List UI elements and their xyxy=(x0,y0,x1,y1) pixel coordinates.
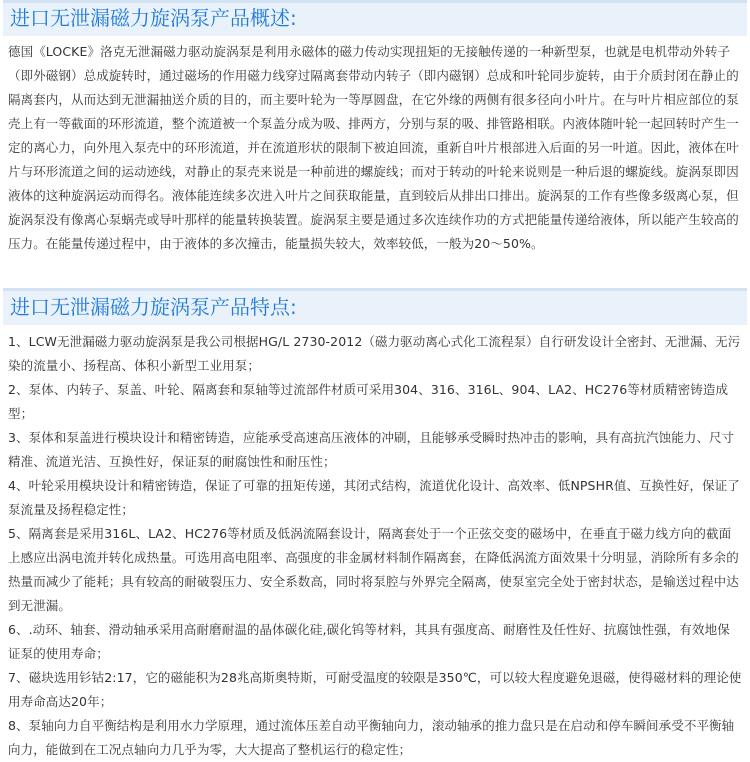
overview-title: 进口无泄漏磁力旋涡泵产品概述: xyxy=(10,6,297,30)
feature-item: 3、泵体和泵盖进行模块设计和精密铸造，应能承受高速高压液体的冲刷，且能够承受瞬时热冲击的影响，具有高抗汽蚀能力、尺寸精准、流道光洁、互换性好，保证泵的耐腐蚀性和耐压性； xyxy=(8,430,735,469)
feature-item: 2、泵体、内转子、泵盖、叶轮、隔离套和泵轴等过流部件材质可采用304、316、316L、904、LA2、HC276等材质精密铸造成型； xyxy=(8,382,729,421)
overview-section xyxy=(0,36,750,256)
features-header xyxy=(3,288,747,325)
feature-item: 5、隔离套是采用316L、LA2、HC276等材质及低涡流隔套设计，隔离套处于一个正弦交变的磁场中，在垂直于磁力线方向的截面上感应出涡电流并转化成热量。可选用高电阻率、高强度的非金属材料制作隔离套，在降低涡流方面效果十分明显，消除所有多余的热量而减少了能耗；具有较高的耐破裂压力、安全系数高，同时将泵腔与外界完全隔离，使泵室完全处于密封状态，是输送过程中达到无泄漏。 xyxy=(8,526,739,613)
feature-item: 6、.动环、轴套、滑动轴承采用高耐磨耐温的晶体碳化硅,碳化钨等材料，其具有强度高、耐磨性及任性好、抗腐蚀性强，有效地保证泵的使用寿命； xyxy=(8,622,730,661)
features-title: 进口无泄漏磁力旋涡泵产品特点: xyxy=(10,295,297,319)
feature-item: 4、叶轮采用模块设计和精密铸造，保证了可靠的扭矩传递，其闭式结构，流道优化设计、高效率、低NPSHR值、互换性好，保证了泵流量及扬程稳定性； xyxy=(8,478,740,517)
feature-item: 7、磁块选用钐钴2:17，它的磁能积为28兆高斯奥特斯，可耐受温度的较限是350℃，可以较大程度避免退磁，使得磁材料的理论使用寿命高达20年； xyxy=(8,670,742,709)
overview-paragraph: 德国《LOCKE》洛克无泄漏磁力驱动旋涡泵是利用永磁体的磁力传动实现扭矩的无接触传递的一种新型泵，也就是电机带动外转子（即外磁钢）总成旋转时，通过磁场的作用磁力线穿过隔离套带动内转子（即内磁钢）总成和叶轮同步旋转，由于介质封闭在静止的隔离套内，从而达到无泄漏抽送介质的目的，而主要叶轮为一等厚圆盘，在它外缘的两侧有很多径向小叶片。在与叶片相应部位的泵壳上有一等截面的环形流道，整个流道被一个泵盖分成为吸、排两方，分别与泵的吸、排管路相联。内液体随叶轮一起回转时产生一定的离心力，向外甩入泵壳中的环形流道，并在流道形状的限制下被迫回流，重新自叶片根部进入后面的另一叶道。因此，液体在叶片与环形流道之间的运动迹线，对静止的泵壳来说是一种前进的螺旋线；而对于转动的叶轮来说则是一种后退的螺旋线。旋涡泵即因液体的这种旋涡运动而得名。液体能连续多次进入叶片之间获取能量，直到较后从排出口排出。旋涡泵的工作有些像多级离心泵，但旋涡泵没有像离心泵蜗壳或导叶那样的能量转换装置。旋涡泵主要是通过多次连续作功的方式把能量传递给液体，所以能产生较高的压力。在能量传递过程中，由于液体的多次撞击，能量损失较大，效率较低，一般为20～50%。 xyxy=(8,44,739,251)
overview-header xyxy=(3,0,747,36)
feature-item: 1、LCW无泄漏磁力驱动旋涡泵是我公司根据HG/L 2730-2012（磁力驱动离心式化工流程泵）自行研发设计全密封、无泄漏、无污染的流量小、扬程高、体积小新型工业用泵； xyxy=(8,334,741,373)
feature-item: 8、泵轴向力自平衡结构是利用水力学原理，通过流体压差自动平衡轴向力，滚动轴承的推力盘只是在启动和停车瞬间承受不平衡轴向力，能做到在工况点轴向力几乎为零，大大提高了整机运行的稳定性； xyxy=(8,718,735,757)
features-list xyxy=(0,330,750,762)
